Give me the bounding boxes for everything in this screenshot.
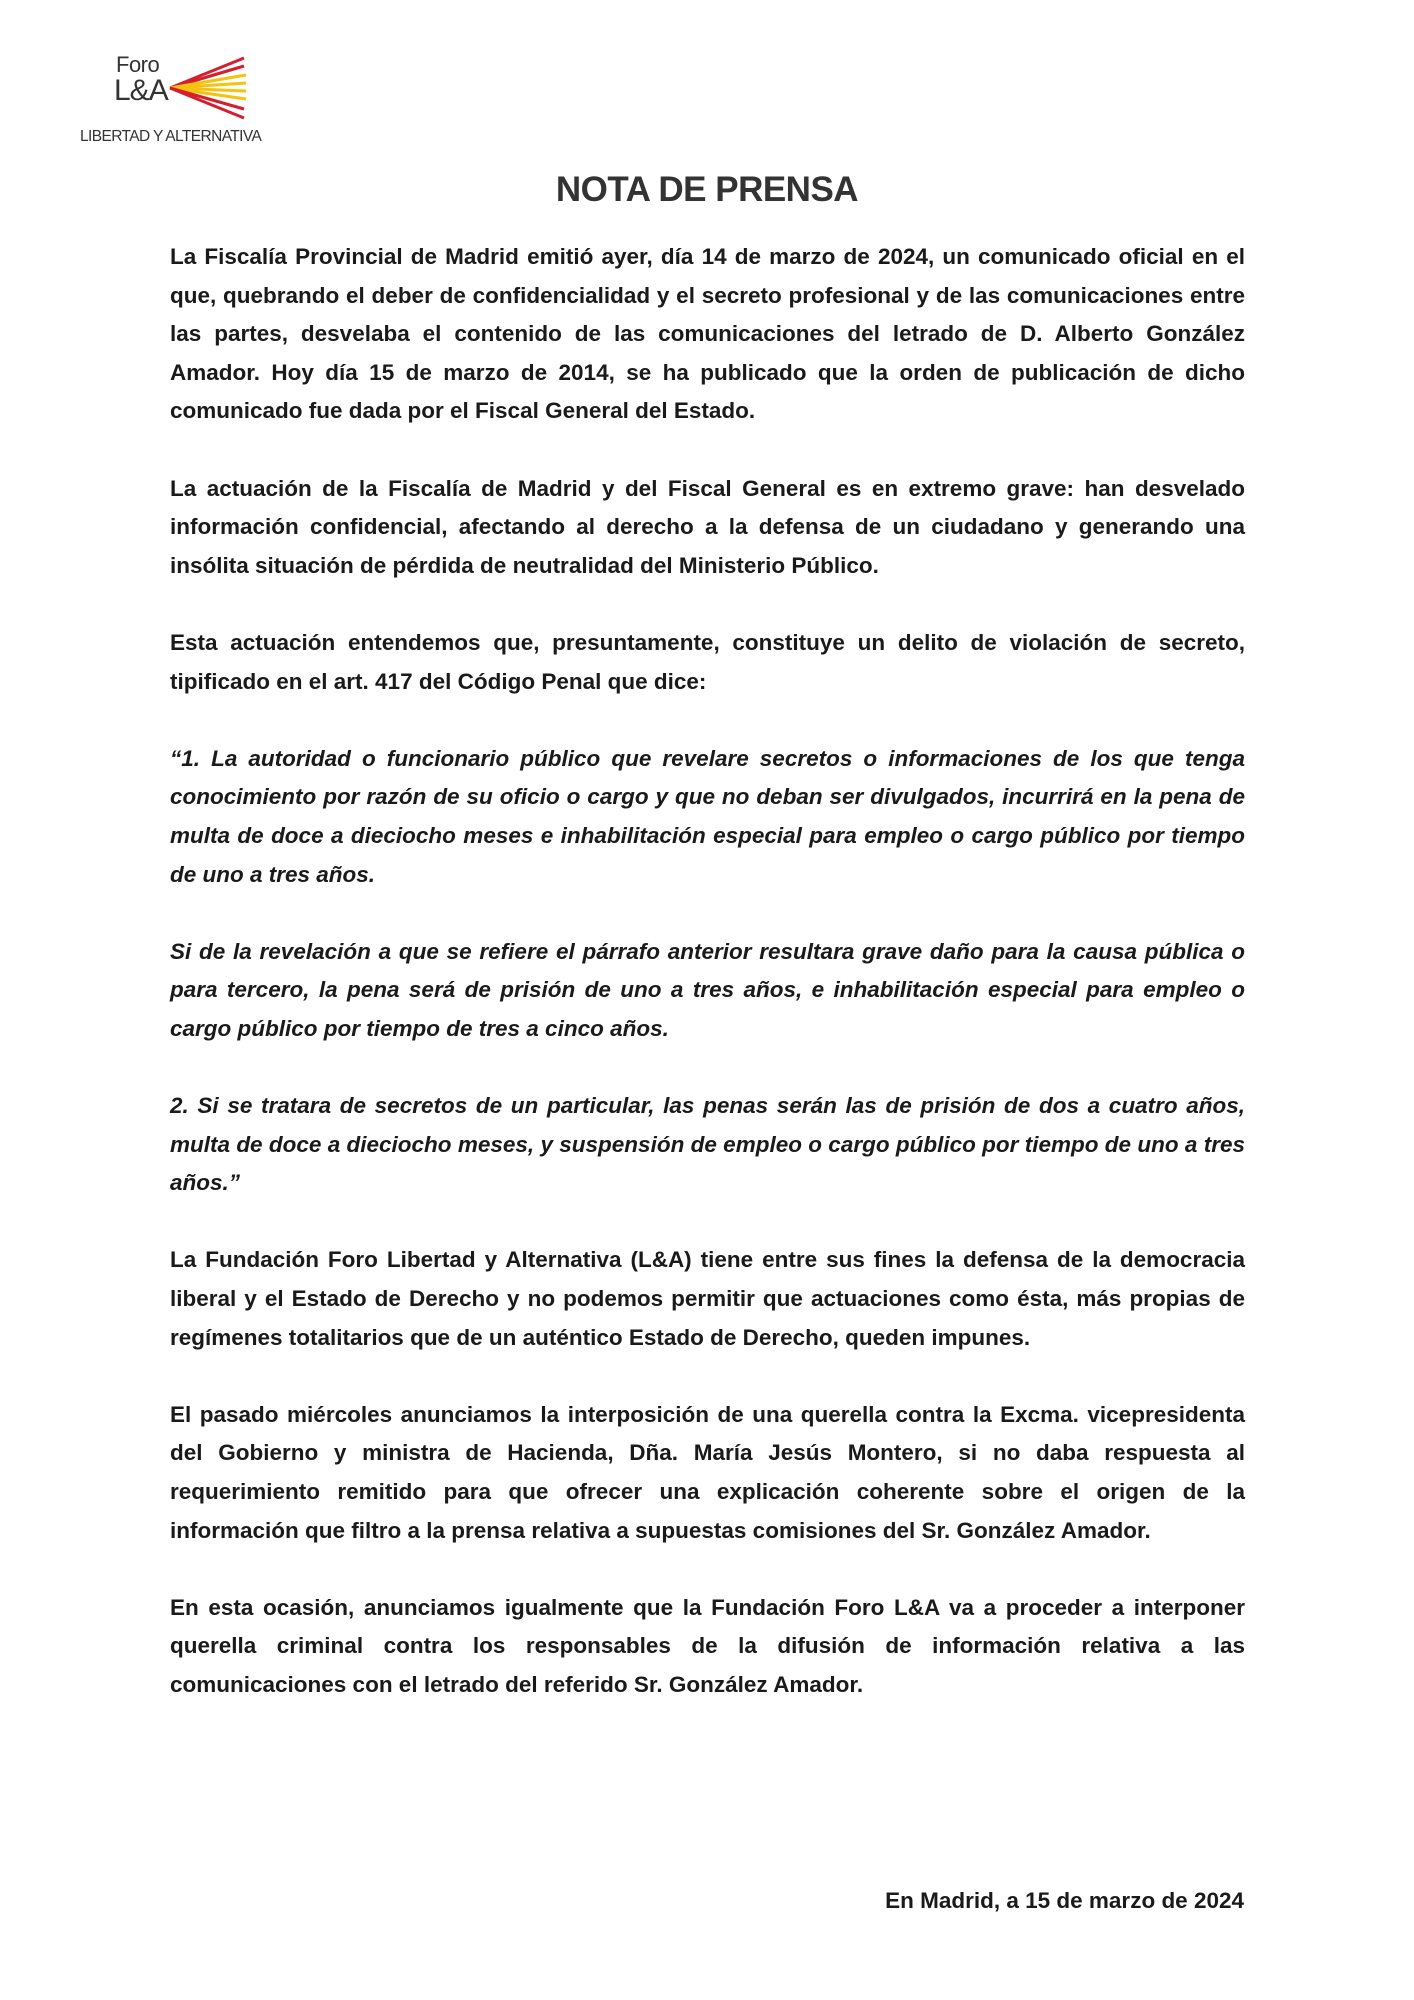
quote-paragraph: 2. Si se tratara de secretos de un particular, las penas serán las de prisión de dos a cuatro años, multa de doce a dieciocho meses, y suspensión de empleo o cargo público por tiempo de uno a tres años.” <box>170 1093 1245 1196</box>
logo-la-text: L&A <box>114 74 168 107</box>
logo-rays-icon <box>168 56 248 120</box>
press-release-body <box>170 238 1245 1743</box>
paragraph: La actuación de la Fiscalía de Madrid y del Fiscal General es en extremo grave: han desvelado información confidencial, afectando al derecho a la defensa de un ciudadano y generando una insólita situación de pérdida de neutralidad del Ministerio Público. <box>170 475 1245 578</box>
quote-paragraph: “1. La autoridad o funcionario público que revelare secretos o informaciones de los que tenga conocimiento por razón de su oficio o cargo y que no deban ser divulgados, incurrirá en la pena de multa de doce a dieciocho meses e inhabilitación especial para empleo o cargo público por tiempo de uno a tres años. <box>170 745 1245 887</box>
paragraph: Esta actuación entendemos que, presuntamente, constituye un delito de violación de secreto, tipificado en el art. 417 del Código Penal que dice: <box>170 629 1245 694</box>
logo-tagline: LIBERTAD Y ALTERNATIVA <box>80 128 262 145</box>
paragraph: En esta ocasión, anunciamos igualmente que la Fundación Foro L&A va a proceder a interponer querella criminal contra los responsables de la difusión de información relativa a las comunicaciones con el letrado del referido Sr. González Amador. <box>170 1594 1245 1697</box>
paragraph: El pasado miércoles anunciamos la interposición de una querella contra la Excma. vicepresidenta del Gobierno y ministra de Hacienda, Dña. María Jesús Montero, si no daba respuesta al requerimiento remitido para que ofrecer una explicación coherente sobre el origen de la información que filtro a la prensa relativa a supuestas comisiones del Sr. González Amador. <box>170 1401 1245 1543</box>
logo-foro-text: Foro <box>116 52 160 77</box>
paragraph: La Fundación Foro Libertad y Alternativa (L&A) tiene entre sus fines la defensa de la democracia liberal y el Estado de Derecho y no podemos permitir que actuaciones como ésta, más propias de regímenes totalitarios que de un auténtico Estado de Derecho, queden impunes. <box>170 1247 1245 1350</box>
signoff-date: En Madrid, a 15 de marzo de 2024 <box>885 1888 1244 1913</box>
foro-la-logo <box>80 52 290 152</box>
paragraph: La Fiscalía Provincial de Madrid emitió ayer, día 14 de marzo de 2024, un comunicado oficial en el que, quebrando el deber de confidencialidad y el secreto profesional y de las comunicaciones entre las partes, desvelaba el contenido de las comunicaciones del letrado de D. Alberto González Amador. Hoy día 15 de marzo de 2014, se ha publicado que la orden de publicación de dicho comunicado fue dada por el Fiscal General del Estado. <box>170 244 1245 424</box>
quote-paragraph: Si de la revelación a que se refiere el párrafo anterior resultara grave daño para la causa pública o para tercero, la pena será de prisión de uno a tres años, e inhabilitación especial para empleo o cargo público por tiempo de tres a cinco años. <box>170 938 1245 1041</box>
page-title: NOTA DE PRENSA <box>555 170 859 209</box>
